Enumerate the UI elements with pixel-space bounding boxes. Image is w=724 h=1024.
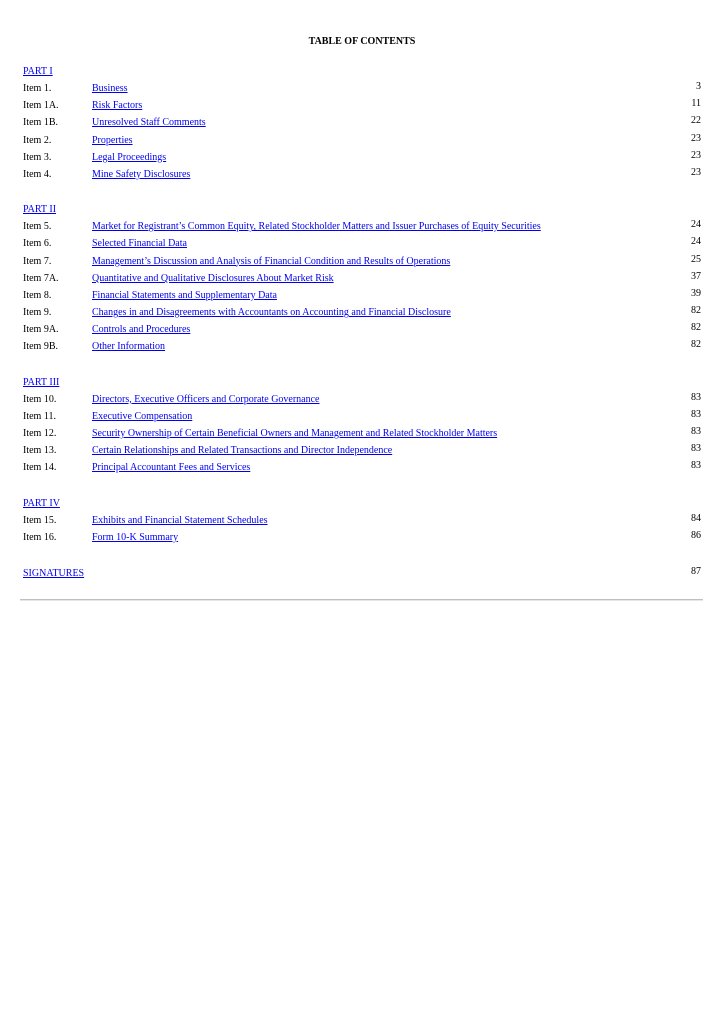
item-link[interactable]: Form 10-K Summary [92,531,179,543]
toc-row [23,510,701,527]
page-number: 84 [691,512,701,524]
part-2-link[interactable]: PART II [23,204,57,216]
item-link[interactable]: Market for Registrant’s Common Equity, Related Stockholder Matters and Issuer Purchases of Equity Securities [92,221,541,233]
item-link[interactable]: Properties [92,134,133,146]
item-link[interactable]: Changes in and Disagreements with Accountants on Accounting and Financial Disclosure [92,307,451,319]
toc-row [23,406,701,423]
item-number: Item 5. [23,221,52,233]
page-number: 23 [691,149,701,161]
item-link[interactable]: Unresolved Staff Comments [92,117,206,129]
item-link[interactable]: Management’s Discussion and Analysis of Financial Condition and Results of Operations [92,255,451,267]
item-link[interactable]: Financial Statements and Supplementary Data [92,289,277,301]
toc-row [23,336,701,353]
toc-row [23,216,701,233]
item-link[interactable]: Controls and Procedures [92,324,191,336]
item-link[interactable]: Other Information [92,341,166,353]
page-number: 22 [691,115,701,127]
item-link[interactable]: Exhibits and Financial Statement Schedules [92,514,268,526]
page-number: 83 [691,443,701,455]
toc-row [23,233,701,250]
item-number: Item 7A. [23,272,59,284]
toc-row [23,319,701,336]
toc-row [23,268,701,285]
item-link[interactable]: Legal Proceedings [92,151,167,163]
item-link[interactable]: Selected Financial Data [92,238,187,250]
toc-title: TABLE OF CONTENTS [308,36,416,47]
signatures-row [23,567,701,581]
item-number: Item 4. [23,168,52,180]
toc-row [23,457,701,474]
part-4-link[interactable]: PART IV [23,497,60,509]
page-number: 39 [691,287,701,299]
item-number: Item 16. [23,531,57,543]
toc-row [23,527,701,544]
toc-row [23,78,701,95]
item-link[interactable]: Risk Factors [92,100,143,112]
item-link[interactable]: Security Ownership of Certain Beneficial Owners and Management and Related Stockholder Matters [92,428,498,439]
page-number: 24 [691,219,701,231]
item-link[interactable]: Quantitative and Qualitative Disclosures About Market Risk [92,272,334,284]
page-number: 24 [691,236,701,248]
page-number: 83 [691,460,701,472]
page-number: 83 [691,408,701,420]
item-link[interactable]: Business [92,83,128,94]
toc-row [23,112,701,129]
toc-row [23,251,701,268]
part-1-link[interactable]: PART I [23,66,53,77]
item-number: Item 9B. [23,341,58,353]
toc-row [23,440,701,457]
page-number: 23 [691,132,701,144]
item-number: Item 12. [23,428,57,439]
page-number: 83 [691,426,701,437]
item-number: Item 7. [23,255,52,267]
item-number: Item 9A. [23,324,59,336]
item-link[interactable]: Certain Relationships and Related Transactions and Director Independence [92,445,393,457]
item-number: Item 1. [23,83,52,94]
toc-row [23,423,701,440]
toc-row [23,285,701,302]
item-number: Item 9. [23,307,52,319]
page-number: 83 [691,391,701,403]
page-number: 82 [691,305,701,317]
item-number: Item 6. [23,238,52,250]
page-divider [20,599,703,601]
page-number: 86 [691,529,701,541]
page-number: 82 [691,322,701,334]
toc-row [23,130,701,147]
page-number: 23 [691,166,701,178]
item-number: Item 2. [23,134,52,146]
item-link[interactable]: Executive Compensation [92,410,193,422]
page-number: 25 [691,253,701,265]
toc-row [23,164,701,181]
part-3-link[interactable]: PART III [23,376,60,388]
item-number: Item 8. [23,289,52,301]
item-number: Item 1A. [23,100,59,112]
item-number: Item 1B. [23,117,58,129]
page-number: 87 [691,565,701,577]
page-number: 3 [696,81,701,92]
toc-row [23,95,701,112]
toc-row [23,389,701,406]
item-link[interactable]: Mine Safety Disclosures [92,168,191,180]
toc-row [23,147,701,164]
page-number: 82 [691,339,701,351]
item-number: Item 13. [23,445,57,457]
page-number: 11 [691,98,701,110]
toc-row [23,302,701,319]
item-number: Item 10. [23,393,57,405]
item-number: Item 14. [23,462,57,474]
table-of-contents [23,66,701,581]
signatures-link[interactable]: SIGNATURES [23,567,85,579]
item-number: Item 15. [23,514,57,526]
item-link[interactable]: Principal Accountant Fees and Services [92,462,251,474]
item-number: Item 11. [23,410,56,422]
item-link[interactable]: Directors, Executive Officers and Corporate Governance [92,393,320,405]
page-number: 37 [691,270,701,282]
item-number: Item 3. [23,151,52,163]
